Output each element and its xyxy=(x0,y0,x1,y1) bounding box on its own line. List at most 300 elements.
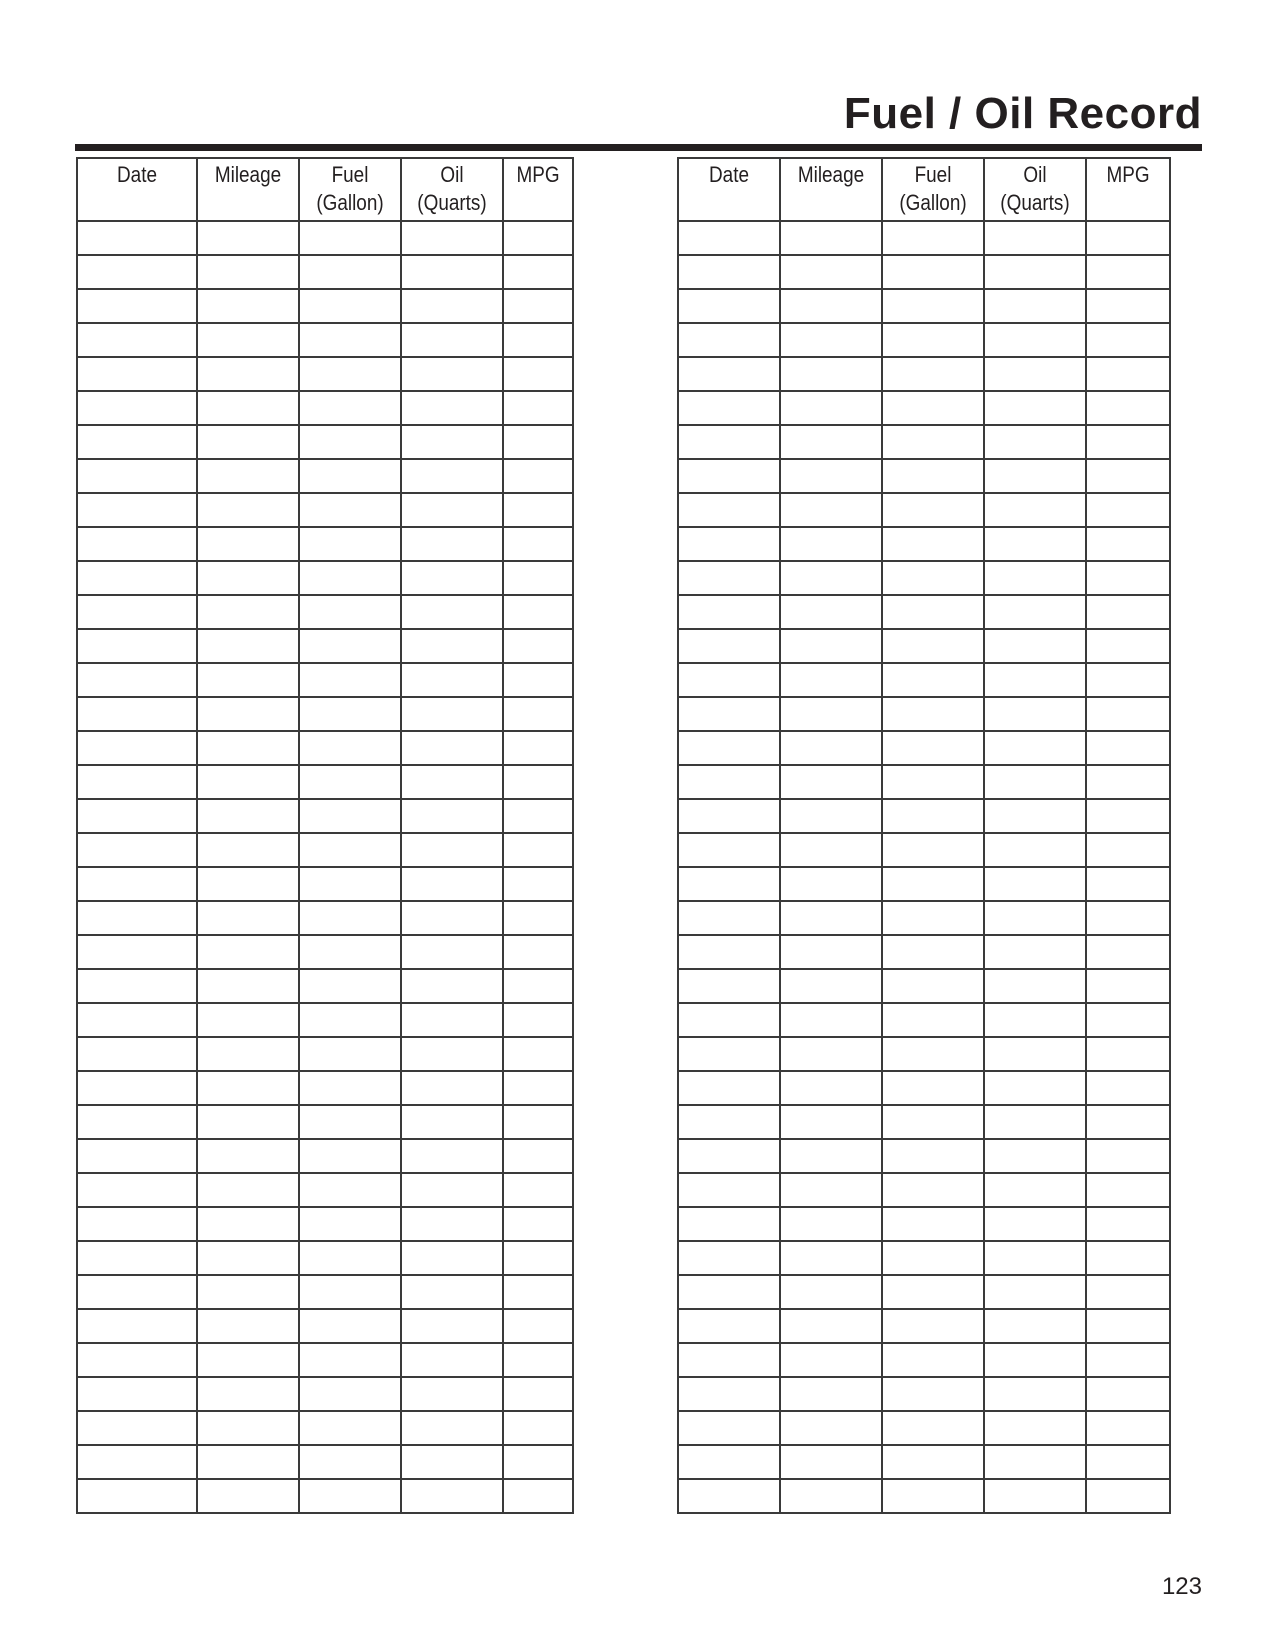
cell-mileage xyxy=(780,867,882,901)
cell-mpg xyxy=(503,425,573,459)
cell-mileage xyxy=(197,1071,299,1105)
table-row xyxy=(77,493,573,527)
cell-mpg xyxy=(503,391,573,425)
cell-mileage xyxy=(197,1139,299,1173)
table-row xyxy=(678,1377,1170,1411)
cell-date xyxy=(77,391,197,425)
cell-date xyxy=(77,1105,197,1139)
cell-fuel xyxy=(882,221,984,255)
cell-fuel xyxy=(882,1071,984,1105)
cell-date xyxy=(77,561,197,595)
table-row xyxy=(678,765,1170,799)
cell-fuel xyxy=(299,527,401,561)
cell-mpg xyxy=(503,255,573,289)
cell-date xyxy=(77,1343,197,1377)
cell-oil xyxy=(401,901,503,935)
cell-fuel xyxy=(299,765,401,799)
cell-fuel xyxy=(299,357,401,391)
cell-date xyxy=(77,1071,197,1105)
cell-fuel xyxy=(882,595,984,629)
cell-mpg xyxy=(503,1139,573,1173)
cell-mileage xyxy=(197,799,299,833)
cell-mileage xyxy=(197,1275,299,1309)
cell-mpg xyxy=(1086,663,1170,697)
cell-mileage xyxy=(780,629,882,663)
cell-oil xyxy=(984,731,1086,765)
table-row xyxy=(77,1207,573,1241)
cell-mileage xyxy=(780,1071,882,1105)
cell-fuel xyxy=(882,1309,984,1343)
table-row xyxy=(678,629,1170,663)
cell-date xyxy=(678,1207,780,1241)
cell-mileage xyxy=(780,357,882,391)
cell-mileage xyxy=(197,969,299,1003)
cell-fuel xyxy=(299,697,401,731)
cell-mpg xyxy=(503,493,573,527)
table-row xyxy=(77,1003,573,1037)
cell-oil xyxy=(401,425,503,459)
cell-mpg xyxy=(1086,969,1170,1003)
cell-oil xyxy=(401,867,503,901)
cell-mpg xyxy=(503,901,573,935)
cell-mpg xyxy=(503,799,573,833)
cell-mpg xyxy=(1086,1343,1170,1377)
cell-date xyxy=(77,1445,197,1479)
cell-oil xyxy=(401,1479,503,1513)
cell-oil xyxy=(984,323,1086,357)
table-row xyxy=(77,289,573,323)
cell-date xyxy=(77,731,197,765)
cell-date xyxy=(77,1207,197,1241)
cell-fuel xyxy=(299,901,401,935)
cell-oil xyxy=(401,1275,503,1309)
cell-fuel xyxy=(882,697,984,731)
column-header-unit: (Gallon) xyxy=(316,190,384,215)
column-header-fuel xyxy=(299,158,401,221)
table-row xyxy=(77,935,573,969)
cell-mileage xyxy=(780,323,882,357)
cell-oil xyxy=(401,1173,503,1207)
table-row xyxy=(678,969,1170,1003)
table-row xyxy=(678,901,1170,935)
cell-mileage xyxy=(197,629,299,663)
cell-fuel xyxy=(882,1275,984,1309)
cell-oil xyxy=(984,493,1086,527)
cell-mileage xyxy=(197,1411,299,1445)
table-row xyxy=(77,323,573,357)
cell-fuel xyxy=(882,1037,984,1071)
cell-mpg xyxy=(1086,1207,1170,1241)
cell-date xyxy=(77,1139,197,1173)
cell-date xyxy=(678,1139,780,1173)
cell-mpg xyxy=(503,1411,573,1445)
cell-mpg xyxy=(1086,1173,1170,1207)
cell-oil xyxy=(401,1377,503,1411)
cell-date xyxy=(678,357,780,391)
cell-fuel xyxy=(882,799,984,833)
cell-mpg xyxy=(1086,1003,1170,1037)
table-row xyxy=(678,1343,1170,1377)
cell-oil xyxy=(401,1037,503,1071)
column-header-label: Date xyxy=(117,162,157,187)
cell-oil xyxy=(401,1411,503,1445)
cell-date xyxy=(678,1377,780,1411)
cell-oil xyxy=(401,255,503,289)
record-rows xyxy=(77,221,573,1513)
cell-oil xyxy=(401,1445,503,1479)
cell-fuel xyxy=(299,1309,401,1343)
cell-date xyxy=(77,1037,197,1071)
cell-mpg xyxy=(1086,1479,1170,1513)
cell-mpg xyxy=(503,1241,573,1275)
cell-mpg xyxy=(1086,1411,1170,1445)
cell-mpg xyxy=(1086,1377,1170,1411)
column-header-mileage xyxy=(197,158,299,221)
cell-mileage xyxy=(780,595,882,629)
cell-fuel xyxy=(882,561,984,595)
column-header-label: Oil xyxy=(440,162,464,187)
table-row xyxy=(678,1445,1170,1479)
table-row xyxy=(77,255,573,289)
cell-mpg xyxy=(1086,697,1170,731)
cell-mpg xyxy=(1086,255,1170,289)
cell-fuel xyxy=(299,1445,401,1479)
cell-date xyxy=(678,1445,780,1479)
cell-fuel xyxy=(299,731,401,765)
column-header-label: Date xyxy=(709,162,749,187)
cell-mpg xyxy=(1086,765,1170,799)
cell-fuel xyxy=(299,221,401,255)
cell-fuel xyxy=(882,527,984,561)
cell-oil xyxy=(401,935,503,969)
cell-date xyxy=(77,493,197,527)
cell-oil xyxy=(984,1003,1086,1037)
table-row xyxy=(77,969,573,1003)
cell-fuel xyxy=(299,663,401,697)
cell-mpg xyxy=(1086,833,1170,867)
table-row xyxy=(678,527,1170,561)
column-header-oil xyxy=(401,158,503,221)
cell-oil xyxy=(984,1071,1086,1105)
cell-date xyxy=(678,459,780,493)
cell-oil xyxy=(984,221,1086,255)
cell-mpg xyxy=(1086,1275,1170,1309)
cell-mileage xyxy=(197,459,299,493)
cell-mileage xyxy=(780,1037,882,1071)
cell-fuel xyxy=(299,1003,401,1037)
cell-oil xyxy=(401,833,503,867)
cell-fuel xyxy=(299,1411,401,1445)
cell-fuel xyxy=(882,357,984,391)
cell-date xyxy=(77,527,197,561)
cell-fuel xyxy=(299,323,401,357)
cell-mileage xyxy=(780,1479,882,1513)
cell-fuel xyxy=(299,1377,401,1411)
cell-mpg xyxy=(1086,459,1170,493)
table-row xyxy=(678,289,1170,323)
table-row xyxy=(678,1105,1170,1139)
cell-oil xyxy=(401,1207,503,1241)
cell-mpg xyxy=(503,561,573,595)
cell-mpg xyxy=(503,1479,573,1513)
cell-mileage xyxy=(780,289,882,323)
cell-date xyxy=(678,425,780,459)
cell-mileage xyxy=(780,527,882,561)
table-row xyxy=(678,357,1170,391)
page-title: Fuel / Oil Record xyxy=(843,89,1202,138)
cell-mpg xyxy=(1086,901,1170,935)
cell-mileage xyxy=(197,425,299,459)
cell-fuel xyxy=(299,1241,401,1275)
cell-mileage xyxy=(780,459,882,493)
cell-date xyxy=(678,629,780,663)
cell-mpg xyxy=(503,629,573,663)
cell-fuel xyxy=(299,1343,401,1377)
cell-mileage xyxy=(780,1309,882,1343)
cell-date xyxy=(77,629,197,663)
cell-oil xyxy=(401,1105,503,1139)
cell-oil xyxy=(984,1139,1086,1173)
cell-date xyxy=(678,493,780,527)
cell-mileage xyxy=(780,561,882,595)
cell-date xyxy=(678,663,780,697)
table-row xyxy=(77,1479,573,1513)
cell-fuel xyxy=(882,255,984,289)
cell-mileage xyxy=(780,833,882,867)
cell-date xyxy=(678,561,780,595)
cell-mpg xyxy=(503,595,573,629)
cell-fuel xyxy=(299,935,401,969)
column-header-label: Oil xyxy=(1023,162,1047,187)
cell-mileage xyxy=(780,1275,882,1309)
cell-date xyxy=(77,357,197,391)
cell-mileage xyxy=(197,1479,299,1513)
cell-mileage xyxy=(780,1003,882,1037)
cell-mileage xyxy=(780,799,882,833)
cell-mileage xyxy=(197,1207,299,1241)
cell-date xyxy=(678,391,780,425)
table-row xyxy=(678,1309,1170,1343)
table-row xyxy=(77,391,573,425)
cell-oil xyxy=(401,969,503,1003)
cell-fuel xyxy=(299,1275,401,1309)
table-row xyxy=(678,561,1170,595)
table-row xyxy=(77,1173,573,1207)
cell-mpg xyxy=(503,697,573,731)
cell-oil xyxy=(984,629,1086,663)
cell-oil xyxy=(984,1037,1086,1071)
cell-oil xyxy=(401,1139,503,1173)
cell-mileage xyxy=(197,493,299,527)
cell-mileage xyxy=(780,663,882,697)
column-header-label: Fuel xyxy=(331,162,369,187)
cell-oil xyxy=(401,595,503,629)
cell-fuel xyxy=(882,1207,984,1241)
cell-oil xyxy=(401,561,503,595)
fuel-oil-table-left xyxy=(76,157,574,1514)
cell-mpg xyxy=(1086,731,1170,765)
table-row xyxy=(678,1139,1170,1173)
cell-mpg xyxy=(1086,1309,1170,1343)
cell-mileage xyxy=(197,867,299,901)
cell-date xyxy=(678,765,780,799)
table-row xyxy=(77,425,573,459)
cell-mileage xyxy=(780,1377,882,1411)
cell-mpg xyxy=(503,1105,573,1139)
column-header-label: MPG xyxy=(1106,162,1150,187)
cell-fuel xyxy=(882,969,984,1003)
cell-date xyxy=(678,969,780,1003)
cell-mileage xyxy=(780,1173,882,1207)
cell-fuel xyxy=(882,391,984,425)
table-row xyxy=(678,663,1170,697)
table-row xyxy=(77,833,573,867)
column-header-mileage xyxy=(780,158,882,221)
cell-mileage xyxy=(780,425,882,459)
cell-mpg xyxy=(503,1377,573,1411)
cell-mpg xyxy=(503,1173,573,1207)
cell-date xyxy=(77,1377,197,1411)
cell-mileage xyxy=(780,1445,882,1479)
table-row xyxy=(678,425,1170,459)
cell-date xyxy=(678,731,780,765)
cell-mpg xyxy=(1086,867,1170,901)
cell-mpg xyxy=(1086,493,1170,527)
cell-date xyxy=(77,221,197,255)
table-row xyxy=(678,935,1170,969)
cell-fuel xyxy=(882,935,984,969)
cell-oil xyxy=(401,799,503,833)
cell-oil xyxy=(401,1343,503,1377)
cell-mpg xyxy=(503,1071,573,1105)
cell-date xyxy=(678,323,780,357)
cell-oil xyxy=(401,391,503,425)
cell-mpg xyxy=(1086,357,1170,391)
cell-oil xyxy=(984,255,1086,289)
cell-date xyxy=(678,1071,780,1105)
cell-fuel xyxy=(299,799,401,833)
cell-mileage xyxy=(780,1411,882,1445)
fuel-oil-table-right xyxy=(677,157,1171,1514)
cell-fuel xyxy=(882,629,984,663)
cell-mileage xyxy=(780,391,882,425)
table-row xyxy=(678,697,1170,731)
cell-oil xyxy=(401,1241,503,1275)
cell-fuel xyxy=(882,1003,984,1037)
cell-mpg xyxy=(503,289,573,323)
cell-fuel xyxy=(299,867,401,901)
cell-fuel xyxy=(882,663,984,697)
cell-oil xyxy=(984,765,1086,799)
cell-date xyxy=(77,595,197,629)
cell-mpg xyxy=(503,1445,573,1479)
cell-mileage xyxy=(197,663,299,697)
cell-oil xyxy=(984,561,1086,595)
cell-mpg xyxy=(503,357,573,391)
cell-mileage xyxy=(197,289,299,323)
cell-oil xyxy=(401,493,503,527)
cell-oil xyxy=(984,289,1086,323)
cell-mpg xyxy=(1086,1071,1170,1105)
cell-mpg xyxy=(1086,289,1170,323)
cell-fuel xyxy=(882,867,984,901)
cell-fuel xyxy=(882,425,984,459)
column-header-mpg xyxy=(503,158,573,221)
cell-fuel xyxy=(882,833,984,867)
cell-fuel xyxy=(299,1037,401,1071)
cell-date xyxy=(678,867,780,901)
table-row xyxy=(77,697,573,731)
table-row xyxy=(77,1445,573,1479)
table-row xyxy=(678,1479,1170,1513)
cell-fuel xyxy=(299,1105,401,1139)
column-header-label: Fuel xyxy=(914,162,952,187)
cell-mileage xyxy=(197,527,299,561)
cell-fuel xyxy=(882,1479,984,1513)
column-header-date xyxy=(678,158,780,221)
cell-fuel xyxy=(299,561,401,595)
cell-date xyxy=(678,595,780,629)
table-row xyxy=(77,663,573,697)
cell-mpg xyxy=(503,935,573,969)
cell-mpg xyxy=(1086,1105,1170,1139)
table-row xyxy=(678,731,1170,765)
table-row xyxy=(77,1105,573,1139)
cell-date xyxy=(77,765,197,799)
cell-fuel xyxy=(882,1377,984,1411)
cell-oil xyxy=(401,527,503,561)
table-row xyxy=(77,561,573,595)
cell-fuel xyxy=(299,1071,401,1105)
cell-mpg xyxy=(1086,595,1170,629)
cell-mpg xyxy=(1086,1241,1170,1275)
cell-mpg xyxy=(1086,799,1170,833)
cell-mileage xyxy=(197,1105,299,1139)
cell-fuel xyxy=(882,901,984,935)
cell-oil xyxy=(984,1377,1086,1411)
cell-mileage xyxy=(780,731,882,765)
cell-mileage xyxy=(780,221,882,255)
table-row xyxy=(77,1275,573,1309)
cell-date xyxy=(77,1275,197,1309)
table-row xyxy=(77,799,573,833)
table-row xyxy=(678,867,1170,901)
table-row xyxy=(678,391,1170,425)
table-row xyxy=(678,459,1170,493)
table-row xyxy=(678,1207,1170,1241)
cell-oil xyxy=(984,1411,1086,1445)
cell-fuel xyxy=(882,765,984,799)
cell-oil xyxy=(401,663,503,697)
cell-oil xyxy=(984,357,1086,391)
cell-mileage xyxy=(197,901,299,935)
title-rule xyxy=(75,144,1202,151)
cell-oil xyxy=(401,221,503,255)
cell-mileage xyxy=(780,901,882,935)
column-header-date xyxy=(77,158,197,221)
cell-oil xyxy=(984,425,1086,459)
cell-fuel xyxy=(299,425,401,459)
table-row xyxy=(77,765,573,799)
cell-mileage xyxy=(780,255,882,289)
cell-oil xyxy=(984,799,1086,833)
cell-mpg xyxy=(1086,323,1170,357)
cell-date xyxy=(77,969,197,1003)
table-row xyxy=(77,357,573,391)
cell-fuel xyxy=(882,1411,984,1445)
cell-oil xyxy=(984,697,1086,731)
cell-oil xyxy=(984,867,1086,901)
